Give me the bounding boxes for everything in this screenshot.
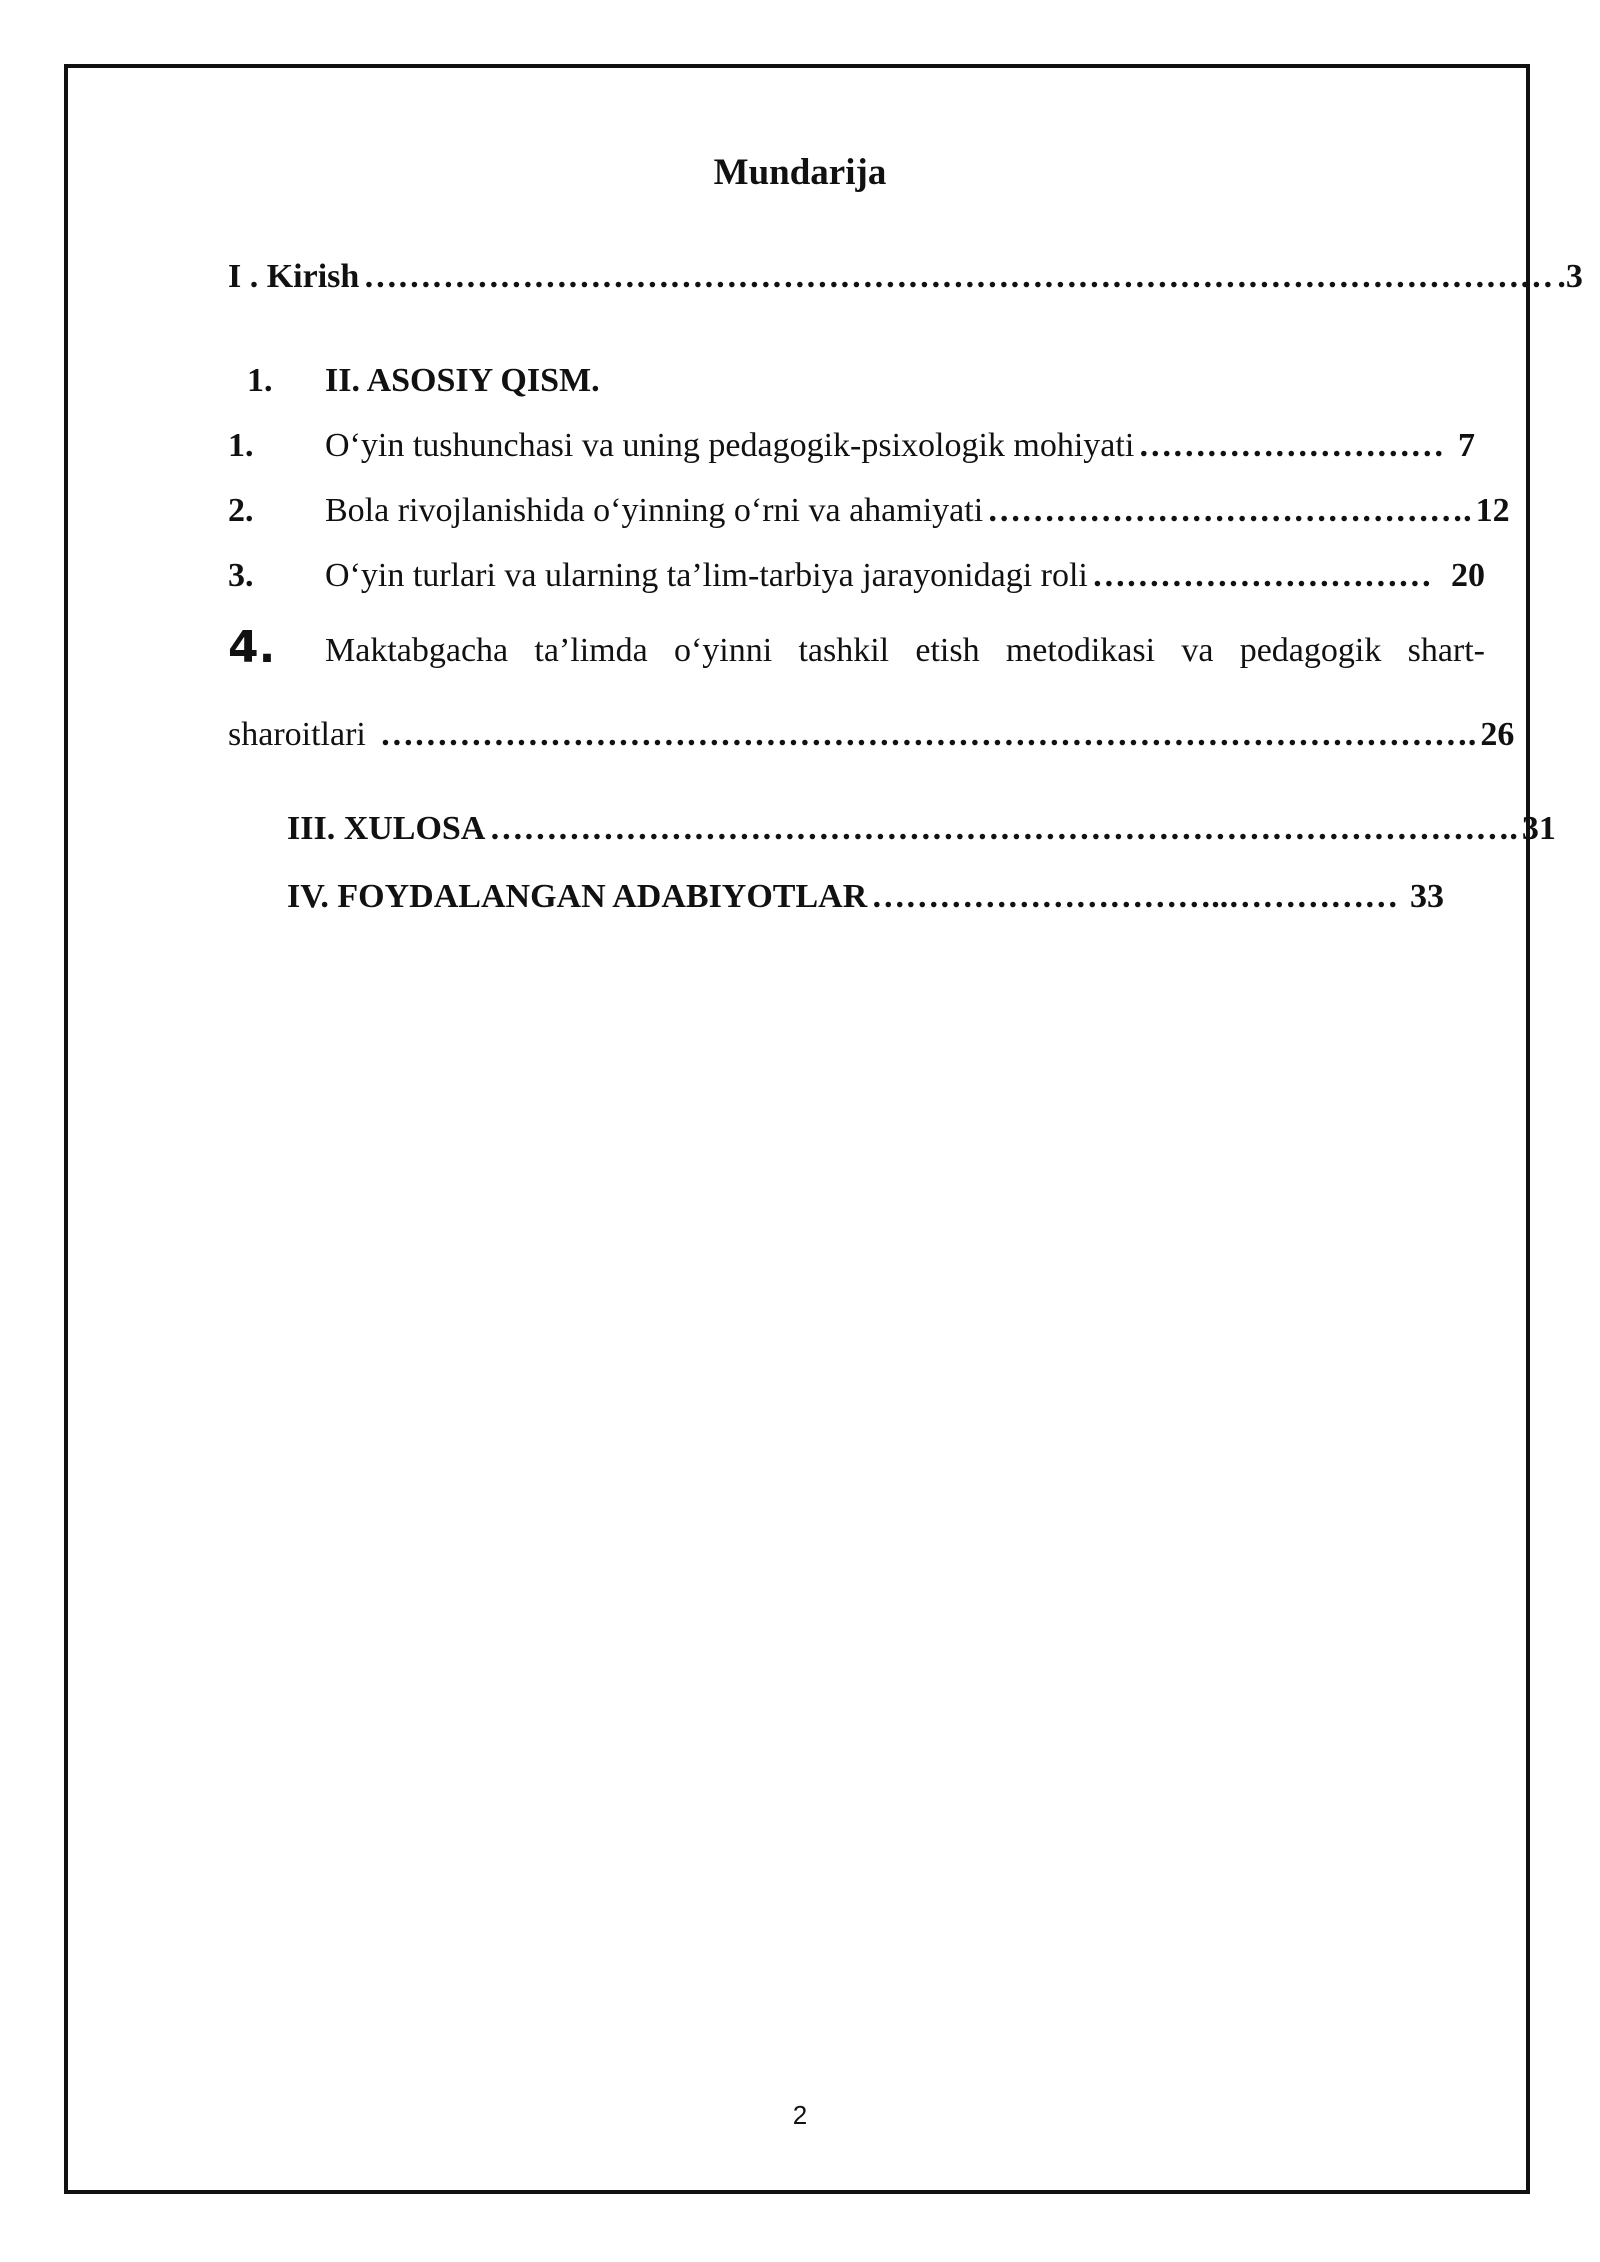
toc-page-number: 33 xyxy=(1410,878,1444,915)
toc-entry-label: IV. FOYDALANGAN ADABIYOTLAR xyxy=(287,878,868,915)
page-border xyxy=(64,64,1530,2194)
toc-item-3[interactable] xyxy=(325,553,1485,599)
toc-leader-dots: ………………………………………………………………………………. xyxy=(489,810,1518,847)
toc-item-number: 2. xyxy=(228,492,254,529)
toc-item-4-line2[interactable] xyxy=(228,712,1515,758)
toc-entry-conclusion[interactable] xyxy=(287,806,1556,852)
toc-leader-dots: ……………………………………………………………………………………. xyxy=(379,716,1477,753)
toc-item-4-line1[interactable]: Maktabgacha ta’limda o‘yinni tashkil etish metodikasi va pedagogik shart- xyxy=(325,632,1485,669)
toc-page-number: .3 xyxy=(1557,258,1583,295)
toc-page-number: 26 xyxy=(1480,716,1515,753)
toc-item-number: 4. xyxy=(228,622,276,673)
toc-item-label: O‘yin turlari va ularning ta’lim-tarbiya jarayonidagi roli xyxy=(325,557,1088,594)
toc-leader-dots: ……………………………………. xyxy=(987,492,1472,529)
page-title: Mundarija xyxy=(713,152,887,193)
toc-page-number: 31 xyxy=(1521,810,1556,847)
page-number: 2 xyxy=(792,2100,808,2130)
toc-item-label: O‘yin tushunchasi va uning pedagogik-psixologik mohiyati xyxy=(325,427,1135,464)
toc-page-number: 7 xyxy=(1458,427,1475,464)
toc-entry-references[interactable] xyxy=(287,874,1444,920)
toc-entry-label: I . Kirish xyxy=(228,258,360,295)
toc-item-number: 3. xyxy=(228,557,254,594)
toc-entry-intro[interactable] xyxy=(228,254,1583,300)
toc-leader-dots: …………………………..…………… xyxy=(871,878,1399,915)
toc-page-number: 20 xyxy=(1451,557,1485,594)
toc-leader-dots: ………………………… xyxy=(1091,557,1432,594)
toc-item-label: sharoitlari xyxy=(228,716,366,753)
toc-page-number: 12 xyxy=(1475,492,1510,529)
toc-item-label: Bola rivojlanishida o‘yinning o‘rni va ahamiyati xyxy=(325,492,984,529)
toc-heading-number: 1. xyxy=(247,362,273,399)
toc-heading-main[interactable]: II. ASOSIY QISM. xyxy=(325,362,600,399)
toc-entry-label: III. XULOSA xyxy=(287,810,486,847)
toc-item-1[interactable] xyxy=(325,423,1475,469)
toc-item-number: 1. xyxy=(228,427,254,464)
toc-item-2[interactable] xyxy=(325,488,1510,534)
toc-leader-dots: …………………………………………………………………………………………… xyxy=(363,258,1554,295)
toc-leader-dots: ……………………… xyxy=(1138,427,1445,464)
